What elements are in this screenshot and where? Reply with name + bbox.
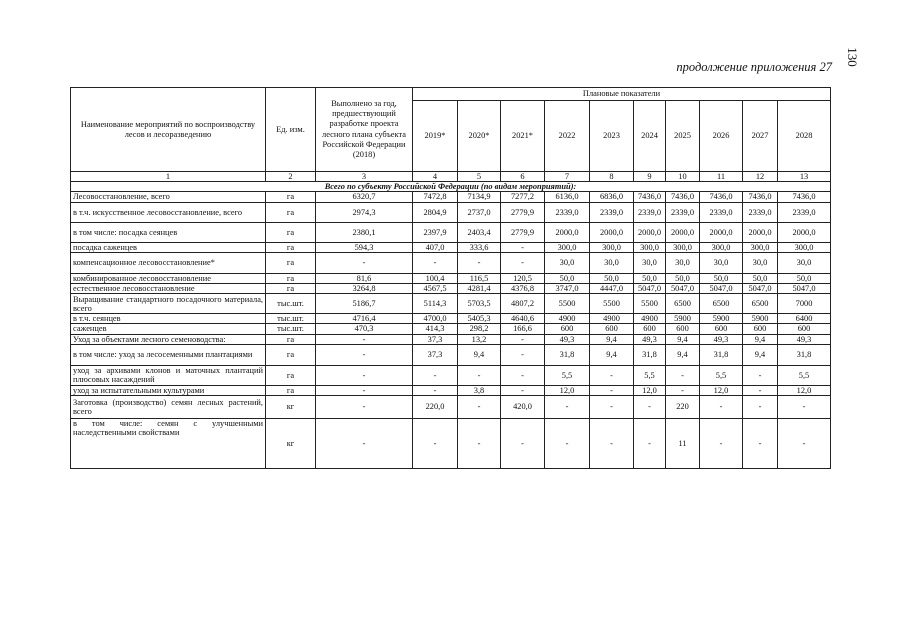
plan-value-cell: - bbox=[501, 252, 545, 273]
plan-value-cell: 12,0 bbox=[700, 385, 743, 395]
plan-value-cell: - bbox=[743, 365, 778, 385]
plan-value-cell: 5114,3 bbox=[413, 294, 458, 314]
plan-value-cell: - bbox=[545, 396, 590, 419]
plan-value-cell: 5500 bbox=[545, 294, 590, 314]
appendix-continuation-title: продолжение приложения 27 bbox=[676, 60, 832, 74]
activity-name: Выращивание стандартного посадочного материала, всего bbox=[71, 294, 266, 314]
unit-cell: га bbox=[266, 202, 316, 222]
table-row bbox=[71, 396, 831, 419]
plan-value-cell: - bbox=[501, 385, 545, 395]
plan-value-cell: 4700,0 bbox=[413, 314, 458, 324]
column-number: 5 bbox=[458, 172, 501, 182]
plan-value-cell: 5047,0 bbox=[700, 284, 743, 294]
unit-cell: га bbox=[266, 284, 316, 294]
plan-value-cell: 49,3 bbox=[700, 334, 743, 344]
plan-value-cell: 600 bbox=[778, 324, 831, 334]
plan-value-cell: 30,0 bbox=[590, 252, 634, 273]
plan-value-cell: 600 bbox=[545, 324, 590, 334]
activity-name: в том числе: семян с улучшенными наследственными свойствами bbox=[71, 419, 266, 469]
plan-value-cell: 2403,4 bbox=[458, 222, 501, 242]
plan-value-cell: 31,8 bbox=[778, 344, 831, 365]
plan-value-cell: - bbox=[413, 385, 458, 395]
plan-value-cell: 4640,6 bbox=[501, 314, 545, 324]
plan-value-cell: 2000,0 bbox=[590, 222, 634, 242]
activity-name: саженцев bbox=[71, 324, 266, 334]
table-row bbox=[71, 202, 831, 222]
activity-name: компенсационное лесовосстановление* bbox=[71, 252, 266, 273]
plan-value-cell: - bbox=[700, 396, 743, 419]
plan-value-cell: 420,0 bbox=[501, 396, 545, 419]
plan-value-cell: 37,3 bbox=[413, 334, 458, 344]
unit-cell: кг bbox=[266, 396, 316, 419]
plan-value-cell: 3747,0 bbox=[545, 284, 590, 294]
header-year: 2025 bbox=[666, 101, 700, 172]
activity-name: Лесовосстановление, всего bbox=[71, 192, 266, 202]
plan-value-cell: 300,0 bbox=[666, 242, 700, 252]
header-year: 2026 bbox=[700, 101, 743, 172]
previous-year-cell: - bbox=[316, 396, 413, 419]
plan-value-cell: - bbox=[634, 396, 666, 419]
plan-value-cell: 50,0 bbox=[590, 273, 634, 283]
plan-value-cell: 7436,0 bbox=[634, 192, 666, 202]
previous-year-cell: 2974,3 bbox=[316, 202, 413, 222]
previous-year-cell: 594,3 bbox=[316, 242, 413, 252]
column-number: 13 bbox=[778, 172, 831, 182]
header-previous-year-column: Выполнено за год, предшествующий разработке проекта лесного плана субъекта Российской Федерации (2018) bbox=[316, 88, 413, 172]
plan-value-cell: 5500 bbox=[634, 294, 666, 314]
column-number: 12 bbox=[743, 172, 778, 182]
plan-value-cell: 600 bbox=[700, 324, 743, 334]
plan-value-cell: 600 bbox=[590, 324, 634, 334]
plan-value-cell: 50,0 bbox=[666, 273, 700, 283]
plan-value-cell: 120,5 bbox=[501, 273, 545, 283]
previous-year-cell: - bbox=[316, 365, 413, 385]
plan-value-cell: 31,8 bbox=[700, 344, 743, 365]
activity-name: в том числе: посадка сеянцев bbox=[71, 222, 266, 242]
plan-value-cell: - bbox=[778, 396, 831, 419]
unit-cell: тыс.шт. bbox=[266, 324, 316, 334]
unit-cell: га bbox=[266, 252, 316, 273]
previous-year-cell: - bbox=[316, 344, 413, 365]
plan-value-cell: 2737,0 bbox=[458, 202, 501, 222]
plan-value-cell: - bbox=[743, 385, 778, 395]
plan-value-cell: 7436,0 bbox=[778, 192, 831, 202]
plan-value-cell: 2804,9 bbox=[413, 202, 458, 222]
table-row bbox=[71, 242, 831, 252]
plan-value-cell: 9,4 bbox=[458, 344, 501, 365]
header-plan-indicators: Плановые показатели bbox=[413, 88, 831, 101]
plan-value-cell: 414,3 bbox=[413, 324, 458, 334]
plan-value-cell: 5,5 bbox=[778, 365, 831, 385]
previous-year-cell: 5186,7 bbox=[316, 294, 413, 314]
plan-value-cell: 50,0 bbox=[545, 273, 590, 283]
plan-value-cell: 220 bbox=[666, 396, 700, 419]
plan-value-cell: 7436,0 bbox=[743, 192, 778, 202]
table-row bbox=[71, 324, 831, 334]
plan-value-cell: 12,0 bbox=[545, 385, 590, 395]
plan-value-cell: 49,3 bbox=[778, 334, 831, 344]
plan-value-cell: 2339,0 bbox=[666, 202, 700, 222]
plan-value-cell: 600 bbox=[743, 324, 778, 334]
plan-value-cell: 50,0 bbox=[743, 273, 778, 283]
previous-year-cell: - bbox=[316, 385, 413, 395]
plan-value-cell: 4281,4 bbox=[458, 284, 501, 294]
plan-value-cell: 30,0 bbox=[700, 252, 743, 273]
plan-value-cell: 5047,0 bbox=[666, 284, 700, 294]
plan-value-cell: 9,4 bbox=[666, 334, 700, 344]
plan-value-cell: 6400 bbox=[778, 314, 831, 324]
table-row bbox=[71, 252, 831, 273]
plan-value-cell: 5,5 bbox=[545, 365, 590, 385]
plan-value-cell: 9,4 bbox=[743, 344, 778, 365]
plan-value-cell: 5047,0 bbox=[634, 284, 666, 294]
plan-value-cell: 49,3 bbox=[545, 334, 590, 344]
header-unit-column: Ед. изм. bbox=[266, 88, 316, 172]
table-row bbox=[71, 192, 831, 202]
plan-value-cell: 2339,0 bbox=[545, 202, 590, 222]
table-row bbox=[71, 284, 831, 294]
header-year: 2022 bbox=[545, 101, 590, 172]
plan-value-cell: 7436,0 bbox=[666, 192, 700, 202]
unit-cell: га bbox=[266, 334, 316, 344]
plan-value-cell: 166,6 bbox=[501, 324, 545, 334]
plan-value-cell: - bbox=[634, 419, 666, 469]
column-number: 1 bbox=[71, 172, 266, 182]
table-row bbox=[71, 222, 831, 242]
plan-value-cell: 600 bbox=[666, 324, 700, 334]
forest-reproduction-table bbox=[70, 87, 831, 469]
unit-cell: га bbox=[266, 273, 316, 283]
activity-name: уход за архивами клонов и маточных плантаций плюсовых насаждений bbox=[71, 365, 266, 385]
plan-value-cell: 12,0 bbox=[778, 385, 831, 395]
plan-value-cell: 298,2 bbox=[458, 324, 501, 334]
header-year: 2028 bbox=[778, 101, 831, 172]
column-number: 8 bbox=[590, 172, 634, 182]
unit-cell: га bbox=[266, 385, 316, 395]
previous-year-cell: 6320,7 bbox=[316, 192, 413, 202]
plan-value-cell: 7436,0 bbox=[700, 192, 743, 202]
plan-value-cell: 4807,2 bbox=[501, 294, 545, 314]
plan-value-cell: 31,8 bbox=[634, 344, 666, 365]
activity-name: в т.ч. искусственное лесовосстановление, всего bbox=[71, 202, 266, 222]
plan-value-cell: - bbox=[666, 365, 700, 385]
plan-value-cell: 5703,5 bbox=[458, 294, 501, 314]
previous-year-cell: 4716,4 bbox=[316, 314, 413, 324]
column-number: 3 bbox=[316, 172, 413, 182]
plan-value-cell: 50,0 bbox=[700, 273, 743, 283]
plan-value-cell: - bbox=[501, 344, 545, 365]
plan-value-cell: 2000,0 bbox=[700, 222, 743, 242]
plan-value-cell: 2000,0 bbox=[778, 222, 831, 242]
plan-value-cell: 50,0 bbox=[778, 273, 831, 283]
plan-value-cell: - bbox=[501, 419, 545, 469]
plan-value-cell: - bbox=[590, 396, 634, 419]
plan-value-cell: 300,0 bbox=[743, 242, 778, 252]
plan-value-cell: - bbox=[743, 419, 778, 469]
unit-cell: тыс.шт. bbox=[266, 294, 316, 314]
plan-value-cell: 5405,3 bbox=[458, 314, 501, 324]
header-year: 2027 bbox=[743, 101, 778, 172]
activity-name: в том числе: уход за лесосеменными плантациями bbox=[71, 344, 266, 365]
unit-cell: га bbox=[266, 242, 316, 252]
activity-name: в т.ч. сеянцев bbox=[71, 314, 266, 324]
plan-value-cell: 407,0 bbox=[413, 242, 458, 252]
plan-value-cell: - bbox=[458, 419, 501, 469]
plan-value-cell: 2000,0 bbox=[743, 222, 778, 242]
plan-value-cell: 300,0 bbox=[778, 242, 831, 252]
plan-value-cell: 333,6 bbox=[458, 242, 501, 252]
plan-value-cell: 30,0 bbox=[743, 252, 778, 273]
plan-value-cell: 30,0 bbox=[778, 252, 831, 273]
previous-year-cell: 2380,1 bbox=[316, 222, 413, 242]
activity-name: комбинированное лесовосстановление bbox=[71, 273, 266, 283]
plan-value-cell: - bbox=[501, 242, 545, 252]
plan-value-cell: 9,4 bbox=[743, 334, 778, 344]
plan-value-cell: - bbox=[700, 419, 743, 469]
unit-cell: га bbox=[266, 365, 316, 385]
previous-year-cell: - bbox=[316, 252, 413, 273]
header-year: 2024 bbox=[634, 101, 666, 172]
plan-value-cell: - bbox=[458, 252, 501, 273]
plan-value-cell: 6500 bbox=[743, 294, 778, 314]
unit-cell: га bbox=[266, 222, 316, 242]
previous-year-cell: 81,6 bbox=[316, 273, 413, 283]
plan-value-cell: 100,4 bbox=[413, 273, 458, 283]
header-year: 2023 bbox=[590, 101, 634, 172]
plan-value-cell: - bbox=[413, 419, 458, 469]
column-number: 4 bbox=[413, 172, 458, 182]
plan-value-cell: - bbox=[413, 252, 458, 273]
activity-name: посадка саженцев bbox=[71, 242, 266, 252]
plan-value-cell: 4900 bbox=[634, 314, 666, 324]
previous-year-cell: - bbox=[316, 419, 413, 469]
plan-value-cell: 11 bbox=[666, 419, 700, 469]
plan-value-cell: 116,5 bbox=[458, 273, 501, 283]
plan-value-cell: 50,0 bbox=[634, 273, 666, 283]
plan-value-cell: 37,3 bbox=[413, 344, 458, 365]
plan-value-cell: - bbox=[590, 419, 634, 469]
plan-value-cell: 300,0 bbox=[634, 242, 666, 252]
table-row bbox=[71, 294, 831, 314]
table-row bbox=[71, 365, 831, 385]
activity-name: уход за испытательными культурами bbox=[71, 385, 266, 395]
table-row bbox=[71, 273, 831, 283]
plan-value-cell: 300,0 bbox=[545, 242, 590, 252]
plan-value-cell: 2779,9 bbox=[501, 202, 545, 222]
plan-value-cell: 6500 bbox=[700, 294, 743, 314]
unit-cell: га bbox=[266, 192, 316, 202]
plan-value-cell: 2339,0 bbox=[778, 202, 831, 222]
plan-value-cell: - bbox=[501, 365, 545, 385]
table-row bbox=[71, 385, 831, 395]
header-name-column: Наименование мероприятий по воспроизводству лесов и лесоразведению bbox=[71, 88, 266, 172]
plan-value-cell: - bbox=[743, 396, 778, 419]
plan-value-cell: 30,0 bbox=[666, 252, 700, 273]
unit-cell: тыс.шт. bbox=[266, 314, 316, 324]
plan-value-cell: 6136,0 bbox=[545, 192, 590, 202]
plan-value-cell: 5900 bbox=[700, 314, 743, 324]
plan-value-cell: 4900 bbox=[545, 314, 590, 324]
plan-value-cell: - bbox=[778, 419, 831, 469]
plan-value-cell: 5,5 bbox=[700, 365, 743, 385]
table-row bbox=[71, 419, 831, 469]
previous-year-cell: 470,3 bbox=[316, 324, 413, 334]
plan-value-cell: 5500 bbox=[590, 294, 634, 314]
plan-value-cell: 2339,0 bbox=[700, 202, 743, 222]
section-title: Всего по субъекту Российской Федерации (по видам мероприятий): bbox=[71, 182, 831, 192]
plan-value-cell: - bbox=[590, 365, 634, 385]
plan-value-cell: 5900 bbox=[743, 314, 778, 324]
plan-value-cell: 2000,0 bbox=[545, 222, 590, 242]
plan-value-cell: 2339,0 bbox=[590, 202, 634, 222]
plan-value-cell: - bbox=[458, 396, 501, 419]
plan-value-cell: 30,0 bbox=[545, 252, 590, 273]
column-number: 6 bbox=[501, 172, 545, 182]
plan-value-cell: 300,0 bbox=[590, 242, 634, 252]
plan-value-cell: - bbox=[545, 419, 590, 469]
plan-value-cell: - bbox=[590, 385, 634, 395]
plan-value-cell: 7277,2 bbox=[501, 192, 545, 202]
activity-name: Уход за объектами лесного семеноводства: bbox=[71, 334, 266, 344]
plan-value-cell: 2339,0 bbox=[743, 202, 778, 222]
plan-value-cell: 6500 bbox=[666, 294, 700, 314]
plan-value-cell: 3,8 bbox=[458, 385, 501, 395]
plan-value-cell: 12,0 bbox=[634, 385, 666, 395]
plan-value-cell: 9,4 bbox=[590, 334, 634, 344]
plan-value-cell: 300,0 bbox=[700, 242, 743, 252]
plan-value-cell: 6836,0 bbox=[590, 192, 634, 202]
column-number: 7 bbox=[545, 172, 590, 182]
plan-value-cell: 7134,9 bbox=[458, 192, 501, 202]
plan-value-cell: - bbox=[501, 334, 545, 344]
plan-value-cell: 30,0 bbox=[634, 252, 666, 273]
activity-name: Заготовка (производство) семян лесных растений, всего bbox=[71, 396, 266, 419]
plan-value-cell: 220,0 bbox=[413, 396, 458, 419]
previous-year-cell: - bbox=[316, 334, 413, 344]
unit-cell: кг bbox=[266, 419, 316, 469]
plan-value-cell: - bbox=[666, 385, 700, 395]
plan-value-cell: 13,2 bbox=[458, 334, 501, 344]
plan-value-cell: 2397,9 bbox=[413, 222, 458, 242]
column-number: 9 bbox=[634, 172, 666, 182]
plan-value-cell: 5900 bbox=[666, 314, 700, 324]
plan-value-cell: 5047,0 bbox=[778, 284, 831, 294]
plan-value-cell: 7472,8 bbox=[413, 192, 458, 202]
column-number: 2 bbox=[266, 172, 316, 182]
plan-value-cell: 600 bbox=[634, 324, 666, 334]
plan-value-cell: 4567,5 bbox=[413, 284, 458, 294]
header-year: 2020* bbox=[458, 101, 501, 172]
plan-value-cell: 2779,9 bbox=[501, 222, 545, 242]
plan-value-cell: 31,8 bbox=[545, 344, 590, 365]
plan-value-cell: 2339,0 bbox=[634, 202, 666, 222]
plan-value-cell: 5047,0 bbox=[743, 284, 778, 294]
unit-cell: га bbox=[266, 344, 316, 365]
previous-year-cell: 3264,8 bbox=[316, 284, 413, 294]
plan-value-cell: 2000,0 bbox=[634, 222, 666, 242]
plan-value-cell: 9,4 bbox=[590, 344, 634, 365]
plan-value-cell: 7000 bbox=[778, 294, 831, 314]
column-number: 10 bbox=[666, 172, 700, 182]
column-number: 11 bbox=[700, 172, 743, 182]
plan-value-cell: 4900 bbox=[590, 314, 634, 324]
activity-name: естественное лесовосстановление bbox=[71, 284, 266, 294]
header-year: 2021* bbox=[501, 101, 545, 172]
plan-value-cell: 4447,0 bbox=[590, 284, 634, 294]
plan-value-cell: 5,5 bbox=[634, 365, 666, 385]
plan-value-cell: 49,3 bbox=[634, 334, 666, 344]
plan-value-cell: 4376,8 bbox=[501, 284, 545, 294]
plan-value-cell: 2000,0 bbox=[666, 222, 700, 242]
table-row bbox=[71, 344, 831, 365]
header-year: 2019* bbox=[413, 101, 458, 172]
table-row bbox=[71, 314, 831, 324]
table-row bbox=[71, 334, 831, 344]
plan-value-cell: 9,4 bbox=[666, 344, 700, 365]
page-number: 130 bbox=[845, 47, 860, 67]
plan-value-cell: - bbox=[458, 365, 501, 385]
plan-value-cell: - bbox=[413, 365, 458, 385]
